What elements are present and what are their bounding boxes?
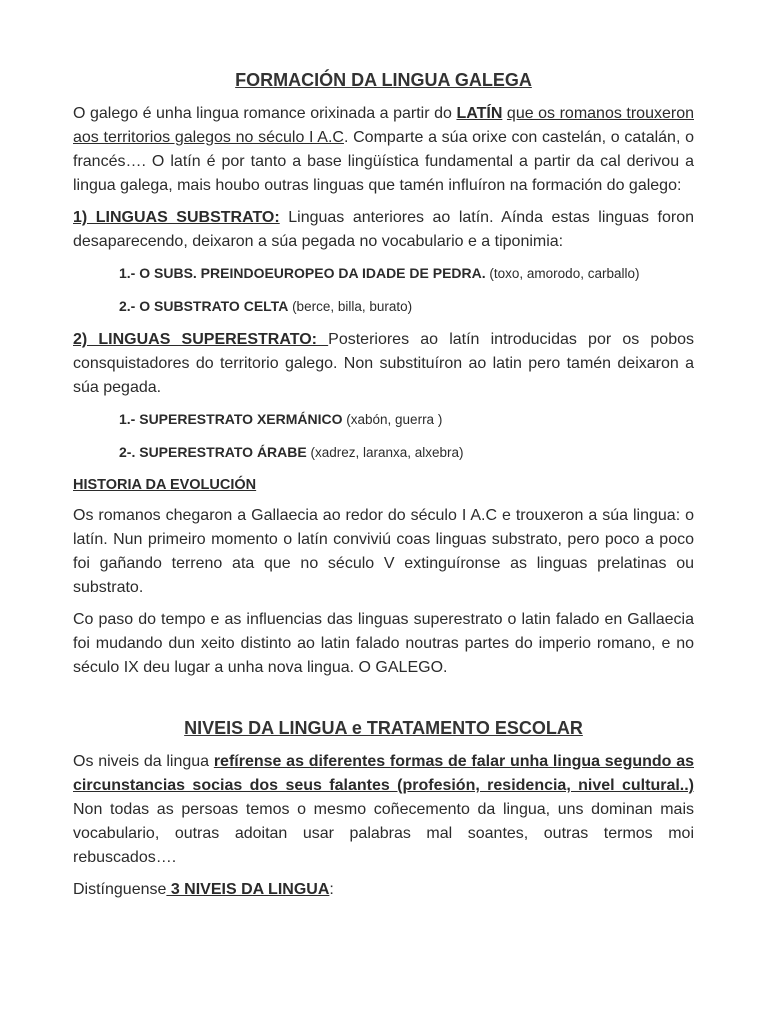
disting-paragraph	[73, 878, 694, 902]
list-item-label: 1.- O SUBS. PREINDOEUROPEO DA IDADE DE PEDRA.	[119, 265, 486, 281]
historia-heading: HISTORIA DA EVOLUCIÓN	[73, 477, 257, 493]
latin-term: LATÍN	[456, 105, 503, 122]
niveis-paragraph	[73, 750, 694, 870]
disting-levels: 3 NIVEIS DA LINGUA	[166, 881, 330, 898]
section-title-niveis: NIVEIS DA LINGUA e TRATAMENTO ESCOLAR	[184, 718, 583, 738]
intro-text-3: . Comparte a súa orixe con castelán, o catalán, o francés…. O latín é por tanto a base lingüística fundamental a partir da cal derivou a lingua galega, mais houbo outras linguas que tamén influíron na formación do galego:	[73, 129, 694, 194]
historia-paragraph-1: Os romanos chegaron a Gallaecia ao redor do século I A.C e trouxeron a súa lingua: o latín. Nun primeiro momento o latín conviviú coas linguas substrato, pero poco a poco foi gañando terreno ata que no século V extinguíronse as linguas prelatinas ou substrato.	[73, 507, 694, 596]
niveis-definition: refírense as diferentes formas de falar unha lingua segundo as circunstancias socias dos seus falantes (profesión, residencia, nivel cultural..)	[73, 753, 694, 794]
substrato-heading: 1) LINGUAS SUBSTRATO:	[73, 209, 280, 226]
document-title: FORMACIÓN DA LINGUA GALEGA	[235, 70, 532, 90]
niveis-text-2: Non todas as persoas temos o mesmo coñecemento da lingua, uns dominan mais vocabulario, outras adoitan usar palabras mal soantes, outras termos moi rebuscados….	[73, 801, 694, 866]
niveis-text-1: Os niveis da lingua	[73, 753, 214, 770]
list-item-label: 2-. SUPERESTRATO ÁRABE	[119, 444, 307, 460]
list-item	[119, 441, 694, 464]
list-item	[119, 408, 694, 431]
substrato-paragraph	[73, 206, 694, 254]
document-page	[73, 66, 694, 910]
superestrato-paragraph	[73, 328, 694, 400]
list-item-example: (xadrez, laranxa, alxebra)	[306, 445, 464, 460]
list-item-example: (xabón, guerra )	[342, 412, 443, 427]
list-item	[119, 295, 694, 318]
disting-text-1: Distínguense	[73, 881, 167, 898]
romans-phrase: que os romanos trouxeron aos territorios galegos no século I A.C	[73, 105, 694, 146]
list-item-example: (berce, billa, burato)	[288, 299, 413, 314]
superestrato-text: Posteriores ao latín introducidas por os pobos consquistadores do territorio galego. Non substituíron ao latin pero tamén deixaron a súa pegada.	[73, 331, 695, 396]
superestrato-heading: 2) LINGUAS SUPERESTRATO:	[73, 331, 329, 348]
list-item	[119, 262, 694, 285]
list-item-label: 1.- SUPERESTRATO XERMÁNICO	[119, 411, 343, 427]
historia-paragraph-2: Co paso do tempo e as influencias das linguas superestrato o latin falado en Gallaecia foi mudando dun xeito distinto ao latin falado noutras partes do imperio romano, e no século IX deu lugar a unha nova lingua. O GALEGO.	[73, 611, 694, 676]
substrato-text: Linguas anteriores ao latín. Aínda estas linguas foron desaparecendo, deixaron a súa pegada no vocabulario e a tiponimia:	[73, 209, 694, 250]
intro-paragraph	[73, 102, 694, 198]
list-item-label: 2.- O SUBSTRATO CELTA	[119, 298, 289, 314]
list-item-example: (toxo, amorodo, carballo)	[485, 266, 640, 281]
intro-text-1: O galego é unha lingua romance orixinada a partir do	[73, 105, 457, 122]
disting-text-3: :	[329, 881, 334, 898]
